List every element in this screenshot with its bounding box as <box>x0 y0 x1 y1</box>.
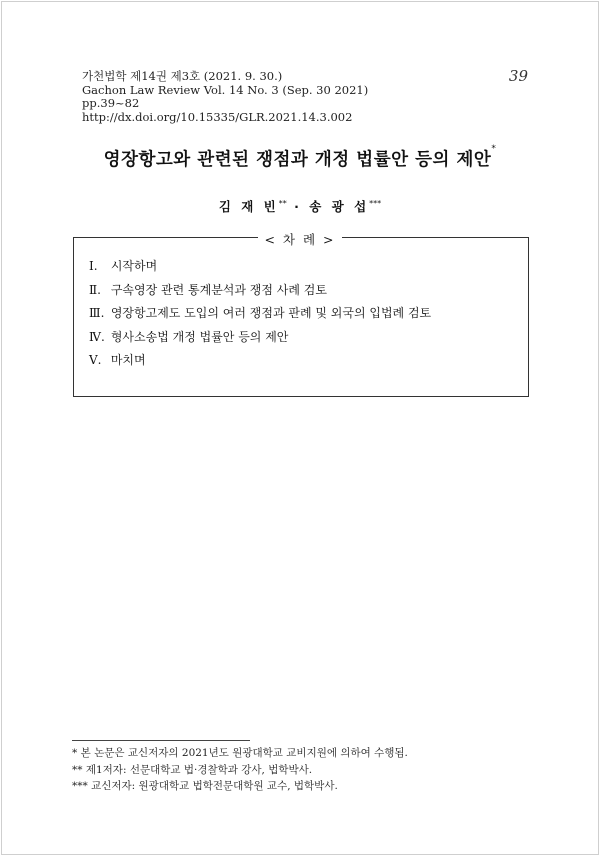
paper-title <box>0 146 600 171</box>
toc-item-number: Ⅰ. <box>89 259 98 273</box>
author-footnote-mark: ** <box>278 198 287 208</box>
toc-item[interactable] <box>89 302 431 326</box>
journal-header <box>82 70 368 124</box>
toc-item[interactable] <box>89 326 431 350</box>
toc-list <box>89 255 431 373</box>
author-name: 송 광 섭 <box>309 199 370 214</box>
toc-item-label: 마치며 <box>110 353 146 367</box>
toc-item-number: Ⅲ. <box>89 306 105 320</box>
toc-item[interactable] <box>89 279 431 303</box>
page-range: pp.39~82 <box>82 96 140 110</box>
page-border <box>1 1 599 855</box>
footnote-funding: * 본 논문은 교신저자의 2021년도 원광대학교 교비지원에 의하여 수행됨. <box>72 747 408 759</box>
author-footnote-mark: *** <box>369 198 382 208</box>
footnote-corresponding-author: *** 교신저자: 원광대학교 법학전문대학원 교수, 법학박사. <box>72 780 338 792</box>
toc-heading-text: < 차 례 > <box>258 232 341 247</box>
page-number: 39 <box>508 67 528 85</box>
author-separator: · <box>294 199 302 214</box>
author-name: 김 재 빈 <box>218 199 279 214</box>
journal-korean-citation: 가천법학 제14권 제3호 (2021. 9. 30.) <box>82 69 283 83</box>
footnote-divider <box>72 740 250 741</box>
toc-item[interactable] <box>89 349 431 373</box>
paper-title-text: 영장항고와 관련된 쟁점과 개정 법률안 등의 제안 <box>103 150 492 170</box>
toc-item-label: 형사소송법 개정 법률안 등의 제안 <box>110 329 289 344</box>
doi-link[interactable]: http://dx.doi.org/10.15335/GLR.2021.14.3.002 <box>82 109 353 124</box>
toc-item-label: 구속영장 관련 통계분석과 쟁점 사례 검토 <box>110 282 327 297</box>
footnote-first-author: ** 제1저자: 선문대학교 법·경찰학과 강사, 법학박사. <box>72 763 313 776</box>
toc-heading <box>0 229 600 248</box>
toc-item-label: 시작하며 <box>110 259 158 273</box>
toc-item-number: Ⅳ. <box>89 329 105 344</box>
title-footnote-mark: * <box>491 144 497 154</box>
toc-item-number: Ⅱ. <box>89 282 101 297</box>
toc-item-number: Ⅴ. <box>89 353 102 367</box>
journal-english-citation: Gachon Law Review Vol. 14 No. 3 (Sep. 30 2021) <box>82 82 369 97</box>
footnotes <box>72 745 408 795</box>
author-line <box>0 197 600 215</box>
toc-item[interactable] <box>89 255 431 279</box>
toc-item-label: 영장항고제도 도입의 여러 쟁점과 판례 및 외국의 입법례 검토 <box>110 306 432 320</box>
